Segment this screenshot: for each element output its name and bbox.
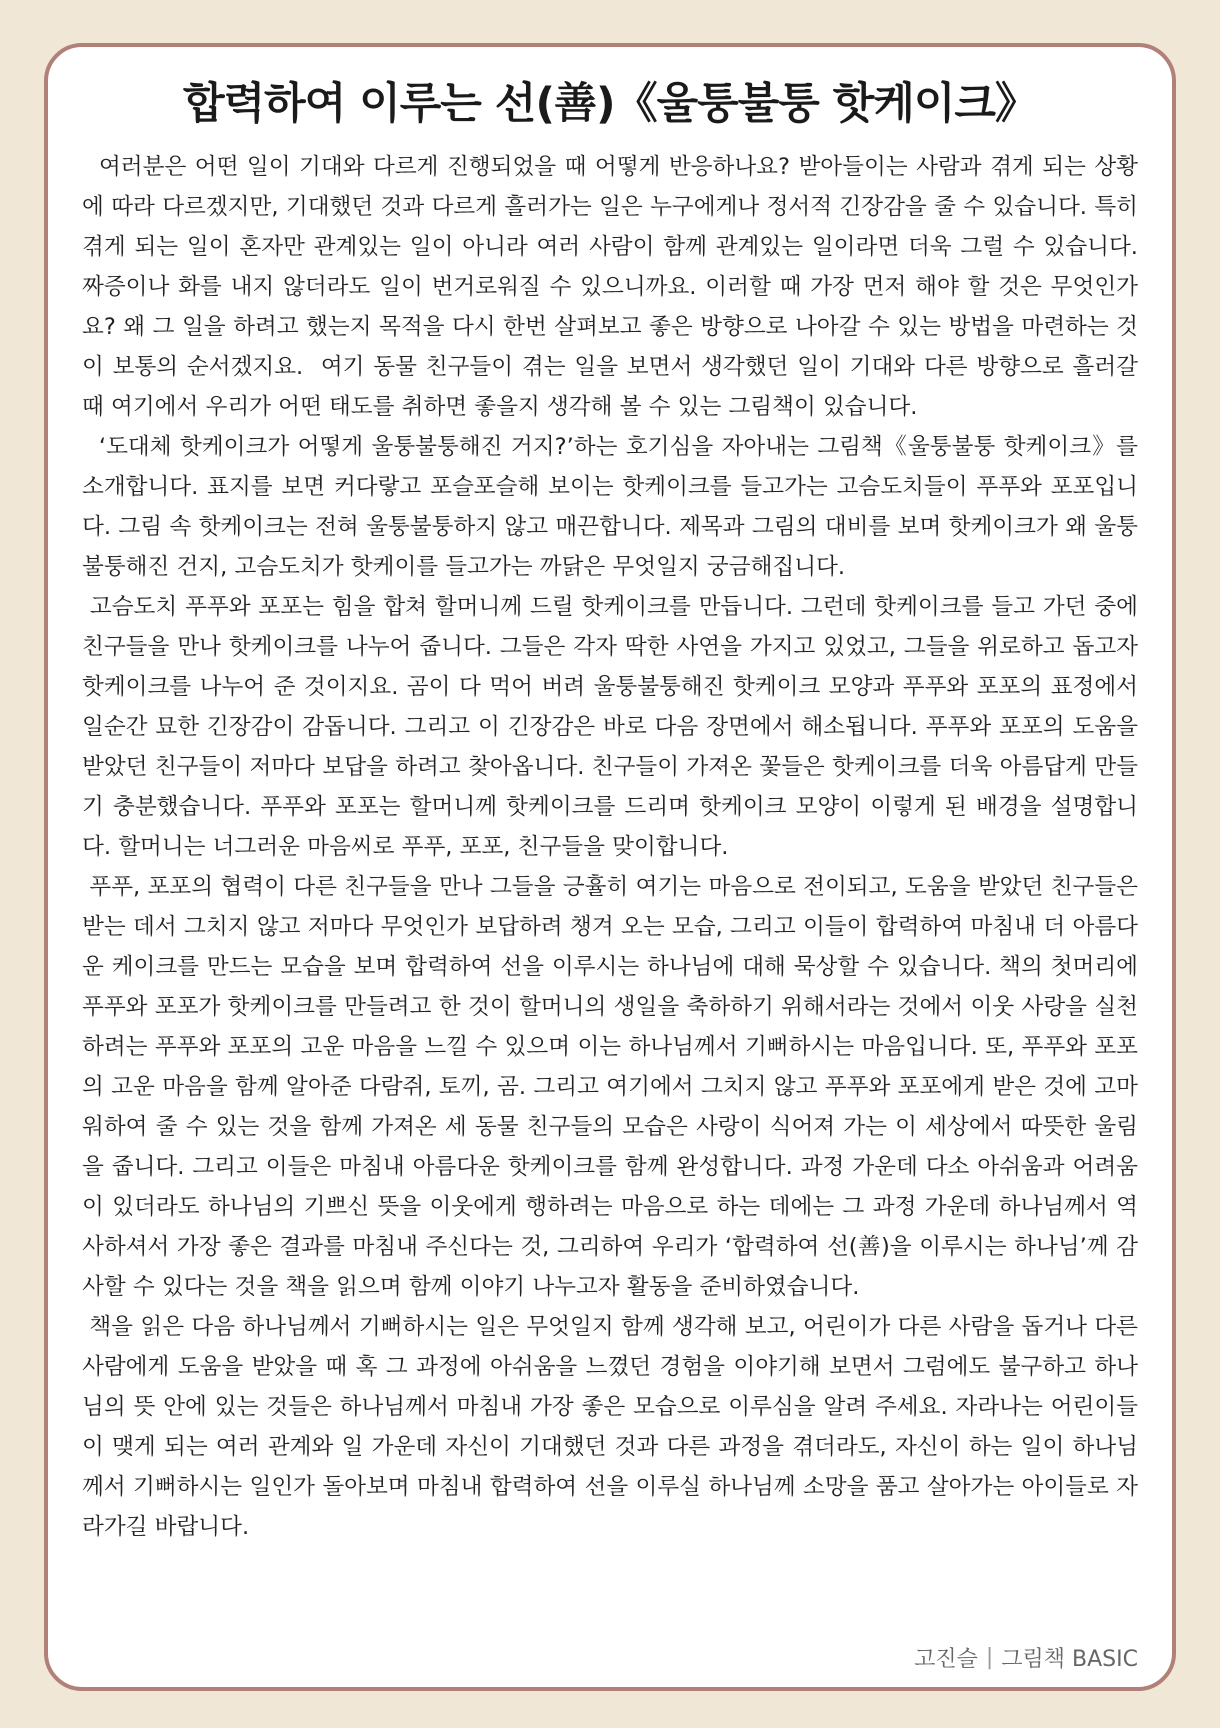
document-card <box>44 43 1176 1691</box>
paragraph-5: 책을 읽은 다음 하나님께서 기뻐하시는 일은 무엇일지 함께 생각해 보고, 어린이가 다른 사람을 돕거나 다른 사람에게 도움을 받았을 때 혹 그 과정에 아쉬움을 느꼈던 경험을 이야기해 보면서 그럼에도 불구하고 하나님의 뜻 안에 있는 것들은 하나님께서 마침내 가장 좋은 모습으로 이루심을 알려 주세요. 자라나는 어린이들이 맺게 되는 여러 관계와 일 가운데 자신이 기대했던 것과 다른 과정을 겪더라도, 자신이 하는 일이 하나님께서 기뻐하시는 일인가 돌아보며 마침내 합력하여 선을 이루실 하나님께 소망을 품고 살아가는 아이들로 자라가길 바랍니다. <box>82 1313 1146 1540</box>
page-title: 합력하여 이루는 선(善)《울퉁불퉁 핫케이크》 <box>183 79 1037 129</box>
article-body <box>82 147 1146 1547</box>
paragraph-2: ‘도대체 핫케이크가 어떻게 울퉁불퉁해진 거지?’하는 호기심을 자아내는 그림책《울퉁불퉁 핫케이크》를 소개합니다. 표지를 보면 커다랗고 포슬포슬해 보이는 핫케이크를 들고가는 고슴도치들이 푸푸와 포포입니다. 그림 속 핫케이크는 전혀 울퉁불퉁하지 않고 매끈합니다. 제목과 그림의 대비를 보며 핫케이크가 왜 울퉁불퉁해진 건지, 고슴도치가 핫케이를 들고가는 까닭은 무엇일지 궁금해집니다. <box>82 433 1146 580</box>
paragraph-4: 푸푸, 포포의 협력이 다른 친구들을 만나 그들을 긍휼히 여기는 마음으로 전이되고, 도움을 받았던 친구들은 받는 데서 그치지 않고 저마다 무엇인가 보답하려 챙겨 오는 모습, 그리고 이들이 합력하여 마침내 더 아름다운 케이크를 만드는 모습을 보며 합력하여 선을 이루시는 하나님에 대해 묵상할 수 있습니다. 책의 첫머리에 푸푸와 포포가 핫케이크를 만들려고 한 것이 할머니의 생일을 축하하기 위해서라는 것에서 이웃 사랑을 실천하려는 푸푸와 포포의 고운 마음을 느낄 수 있으며 이는 하나님께서 기뻐하시는 마음입니다. 또, 푸푸와 포포의 고운 마음을 함께 알아준 다람쥐, 토끼, 곰. 그리고 여기에서 그치지 않고 푸푸와 포포에게 받은 것에 고마워하여 줄 수 있는 것을 함께 가져온 세 동물 친구들의 모습은 사랑이 식어져 가는 이 세상에서 따뜻한 울림을 줍니다. 그리고 이들은 마침내 아름다운 핫케이크를 함께 완성합니다. 과정 가운데 다소 아쉬움과 어려움이 있더라도 하나님의 기쁘신 뜻을 이웃에게 행하려는 마음으로 하는 데에는 그 과정 가운데 하나님께서 역사하셔서 가장 좋은 결과를 마침내 주신다는 것, 그리하여 우리가 ‘합력하여 선(善)을 이루시는 하나님’께 감사할 수 있다는 것을 책을 읽으며 함께 이야기 나누고자 활동을 준비하였습니다. <box>82 873 1146 1300</box>
paragraph-1: 여러분은 어떤 일이 기대와 다르게 진행되었을 때 어떻게 반응하나요? 받아들이는 사람과 겪게 되는 상황에 따라 다르겠지만, 기대했던 것과 다르게 흘러가는 일은 누구에게나 정서적 긴장감을 줄 수 있습니다. 특히 겪게 되는 일이 혼자만 관계있는 일이 아니라 여러 사람이 함께 관계있는 일이라면 더욱 그럴 수 있습니다. 짜증이나 화를 내지 않더라도 일이 번거로워질 수 있으니까요. 이러할 때 가장 먼저 해야 할 것은 무엇인가요? 왜 그 일을 하려고 했는지 목적을 다시 한번 살펴보고 좋은 방향으로 나아갈 수 있는 방법을 마련하는 것이 보통의 순서겠지요. 여기 동물 친구들이 겪는 일을 보면서 생각했던 일이 기대와 다른 방향으로 흘러갈 때 여기에서 우리가 어떤 태도를 취하면 좋을지 생각해 볼 수 있는 그림책이 있습니다. <box>82 153 1146 420</box>
author-name: 고진슬 <box>914 1647 978 1672</box>
footer-separator: | <box>985 1645 994 1670</box>
footer-credit <box>914 1642 1138 1673</box>
paragraph-3: 고슴도치 푸푸와 포포는 힘을 합쳐 할머니께 드릴 핫케이크를 만듭니다. 그런데 핫케이크를 들고 가던 중에 친구들을 만나 핫케이크를 나누어 줍니다. 그들은 각자 딱한 사연을 가지고 있었고, 그들을 위로하고 돕고자 핫케이크를 나누어 준 것이지요. 곰이 다 먹어 버려 울퉁불퉁해진 핫케이크 모양과 푸푸와 포포의 표정에서 일순간 묘한 긴장감이 감돕니다. 그리고 이 긴장감은 바로 다음 장면에서 해소됩니다. 푸푸와 포포의 도움을 받았던 친구들이 저마다 보답을 하려고 찾아옵니다. 친구들이 가져온 꽃들은 핫케이크를 더욱 아름답게 만들기 충분했습니다. 푸푸와 포포는 할머니께 핫케이크를 드리며 핫케이크 모양이 이렇게 된 배경을 설명합니다. 할머니는 너그러운 마음씨로 푸푸, 포포, 친구들을 맞이합니다. <box>82 593 1146 860</box>
source-name: 그림책 BASIC <box>1001 1647 1138 1672</box>
